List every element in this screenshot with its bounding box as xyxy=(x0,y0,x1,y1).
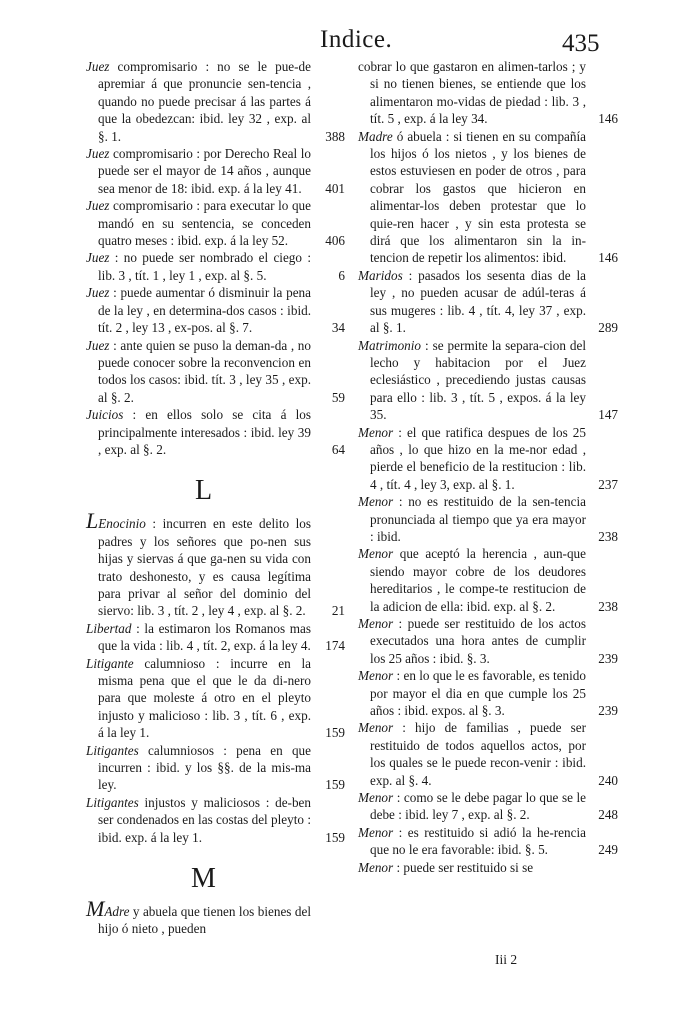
entry-keyword: Menor xyxy=(358,824,394,840)
entry-text: calumniosos : pena en que incurren : ibid. y los §§. de la mis-ma ley. xyxy=(98,742,311,793)
entry-text: : en ellos solo se cita á los principalmente interesados : ibid. ley 39 , exp. al §. 2. xyxy=(98,407,311,457)
entry-page-ref: 388 xyxy=(325,128,345,144)
entry-page-ref: 248 xyxy=(598,807,618,823)
index-entry xyxy=(358,545,616,615)
entry-keyword: Juez xyxy=(86,146,110,162)
index-entry xyxy=(358,493,616,545)
entry-text: : ante quien se puso la deman-da , no puede conocer sobre la reconvencion en todos los casos: ibid. tít. 3 , ley 35 , exp. al §. 2. xyxy=(98,337,311,405)
right-column xyxy=(358,58,616,876)
index-entry xyxy=(86,406,345,458)
left-entries-j xyxy=(86,58,345,458)
index-entry xyxy=(86,337,345,407)
entry-text: : la estimaron los Romanos mas que la vida : lib. 4 , tít. 2, exp. á la ley 4. xyxy=(98,620,311,654)
entry-keyword: Juicios xyxy=(86,407,124,423)
entry-text: ó abuela : si tienen en su compañía los hijos ó los nietos , y los bienes de estos estuviesen en poder de otros , para cobrar los gastos que hicieron en alimentar-los deben protestar que lo quie-ren hacer , y sin esta protesta se dirá que los alimentaron sin la in-tencion de repetir los alimentos: ibid. xyxy=(370,128,586,266)
entry-text: : como se le debe pagar lo que se le debe : ibid. ley 7 , exp. al §. 2. xyxy=(370,790,586,823)
index-entry xyxy=(86,794,345,846)
entry-text: : se permite la separa-cion del lecho y habitacion por el Juez eclesiástico , precediendo justas causas para ello : lib. 3 , tít. 5 , expos. á la ley 35. xyxy=(370,337,586,423)
index-entry xyxy=(86,742,345,794)
entry-text: : en lo que le es favorable, es tenido por mayor el dia en que cumple los 25 años : ibid. expos. al §. 3. xyxy=(370,668,586,719)
entry-page-ref: 146 xyxy=(598,111,618,127)
entry-page-ref: 289 xyxy=(598,320,618,336)
entry-keyword: Litigantes xyxy=(86,742,139,758)
index-entry xyxy=(358,615,616,667)
left-column xyxy=(86,58,345,938)
entry-page-ref: 239 xyxy=(598,650,618,666)
entry-text: y abuela que tienen los bienes del hijo ó nieto , pueden xyxy=(98,904,311,937)
index-entry xyxy=(358,58,616,128)
entry-page-ref: 249 xyxy=(598,842,618,858)
entry-keyword: Menor xyxy=(358,546,394,562)
entry-keyword: Juez xyxy=(86,285,110,301)
entry-keyword: Juez xyxy=(86,59,110,74)
entry-keyword: Menor xyxy=(358,859,394,875)
entry-page-ref: 237 xyxy=(598,476,618,492)
entry-page-ref: 238 xyxy=(598,528,618,544)
index-entry xyxy=(86,58,345,145)
entry-keyword: Matrimonio xyxy=(358,337,422,353)
index-entry xyxy=(358,128,616,267)
entry-keyword: Menor xyxy=(358,668,394,684)
page-number: 435 xyxy=(562,30,600,57)
right-entries xyxy=(358,58,616,876)
entry-keyword: Menor xyxy=(358,424,394,440)
entry-text: : puede aumentar ó disminuir la pena de la ley , en determina-dos casos : ibid. tít. 2 , ley 13 , ex-pos. al §. 7. xyxy=(98,285,311,336)
entry-page-ref: 159 xyxy=(325,725,345,741)
entry-page-ref: 174 xyxy=(325,638,345,654)
entry-text: cobrar lo que gastaron en alimen-tarlos ; y si no tienen bienes, se entiende que los alimentaron mo-vidas de piedad : lib. 3 , tít. 5 , exp. á la ley 34. xyxy=(358,59,586,127)
left-entries-m xyxy=(86,896,341,938)
entry-text: : puede ser restituido si se xyxy=(393,859,534,875)
entry-keyword: Menor xyxy=(358,616,394,631)
entry-text: compromisario : para executar lo que mandó en su sentencia, se conceden quatro meses : ibid. exp. á la ley 52. xyxy=(98,198,311,249)
entry-text: calumnioso : incurre en la misma pena que el que le da di-nero para que moleste á otro en el pleyto injusto y malicioso : lib. 3 , tít. 6 , exp. á la ley 1. xyxy=(98,655,311,741)
entry-page-ref: 6 xyxy=(338,267,345,283)
entry-keyword: Maridos xyxy=(358,267,403,283)
index-entry xyxy=(358,337,616,424)
index-entry xyxy=(358,424,616,494)
index-entry xyxy=(86,655,345,742)
entry-page-ref: 240 xyxy=(598,772,618,788)
entry-page-ref: 147 xyxy=(598,407,618,423)
index-entry xyxy=(86,145,345,197)
index-entry xyxy=(358,667,616,719)
entry-text: que aceptó la herencia , aun-que siendo mayor cobre de los deudores hereditarios , le compe-te restitucion de la adicion de ella: ibid. exp. al §. 2. xyxy=(370,546,586,614)
entry-text: injustos y maliciosos : de-ben ser condenados en las costas del pleyto : ibid. exp. á la ley 1. xyxy=(98,794,311,845)
entry-keyword: Adre xyxy=(104,904,130,920)
entry-keyword: Juez xyxy=(86,250,110,266)
entry-page-ref: 21 xyxy=(331,603,345,619)
entry-keyword: Juez xyxy=(86,198,110,214)
entry-keyword: Litigante xyxy=(86,655,134,671)
entry-keyword: Menor xyxy=(358,790,394,806)
entry-text: compromisario : no se le pue-de apremiar á que pronuncie sen-tencia , quando no puede precisar á las partes á que la obedezcan: ibid. ley 32 , exp. al §. 1. xyxy=(98,59,311,144)
entry-page-ref: 159 xyxy=(325,829,345,845)
entry-text: : incurren en este delito los padres y los señores que po-nen sus hijas y siervas á que ga-nen su vida con trato deshonesto, y es causa legítima para privar al señor del dominio del siervo: lib. 3 , tít. 2 , ley 4 , exp. al §. 2. xyxy=(98,516,311,619)
section-letter-l: L xyxy=(194,475,213,507)
entry-keyword: Menor xyxy=(358,720,394,736)
entry-keyword: Litigantes xyxy=(86,794,139,810)
entry-page-ref: 159 xyxy=(325,777,345,793)
entry-keyword: Menor xyxy=(358,494,394,510)
entry-text: : puede ser restituido de los actos executados una hora antes de cumplir los 25 años : ibid. §. 3. xyxy=(370,616,586,666)
entry-page-ref: 238 xyxy=(598,598,618,614)
entry-keyword: Madre xyxy=(358,128,393,144)
index-entry xyxy=(86,620,345,655)
entry-keyword: Libertad xyxy=(86,620,132,636)
entry-text: compromisario : por Derecho Real lo puede ser el mayor de 14 años , aunque sea menor de 18: ibid. exp. á la ley 41. xyxy=(98,146,311,196)
index-entry xyxy=(86,197,345,249)
drop-initial: M xyxy=(86,896,105,922)
index-entry xyxy=(358,824,616,859)
index-entry xyxy=(86,249,345,284)
entry-page-ref: 64 xyxy=(331,441,345,457)
entry-page-ref: 401 xyxy=(325,180,345,196)
index-entry xyxy=(86,284,345,336)
index-entry xyxy=(86,896,341,938)
entry-page-ref: 239 xyxy=(598,703,618,719)
entry-page-ref: 34 xyxy=(331,320,345,336)
entry-text: : no es restituido de la sen-tencia pronunciada al tiempo que ya era mayor : ibid. xyxy=(370,494,586,544)
page-header-title: Indice. xyxy=(320,26,393,53)
entry-text: : hijo de familias , puede ser restituido de todos aquellos actos, por los quales se le puede recon-venir : ibid. exp. al §. 4. xyxy=(370,720,586,788)
section-letter-m: M xyxy=(191,863,216,895)
entry-page-ref: 59 xyxy=(331,389,345,405)
index-entry xyxy=(358,789,616,824)
entry-page-ref: 146 xyxy=(598,250,618,266)
entry-text: : pasados los sesenta dias de la ley , no pueden acusar de adúl-teras á sus mugeres : lib. 4 , tít. 4, ley 37 , exp. al §. 1. xyxy=(370,267,586,336)
signature-mark: Iii 2 xyxy=(495,952,518,967)
left-entries-l xyxy=(86,508,345,846)
drop-initial: L xyxy=(86,508,99,534)
index-entry xyxy=(86,508,345,619)
entry-text: : es restituido si adió la he-rencia que no le era favorable: ibid. §. 5. xyxy=(370,824,586,858)
entry-keyword: Juez xyxy=(86,337,110,353)
index-entry xyxy=(358,267,616,337)
entry-keyword: Enocinio xyxy=(98,516,146,532)
index-entry xyxy=(358,719,616,789)
index-entry xyxy=(358,859,616,876)
entry-text: : el que ratifica despues de los 25 años , lo que hizo en la me-nor edad , pierde el beneficio de la restitucion : lib. 4 , tít. 4 , ley 3, exp. al §. 1. xyxy=(370,424,586,492)
entry-text: : no puede ser nombrado el ciego : lib. 3 , tít. 1 , ley 1 , exp. al §. 5. xyxy=(98,250,311,283)
entry-page-ref: 406 xyxy=(325,233,345,249)
